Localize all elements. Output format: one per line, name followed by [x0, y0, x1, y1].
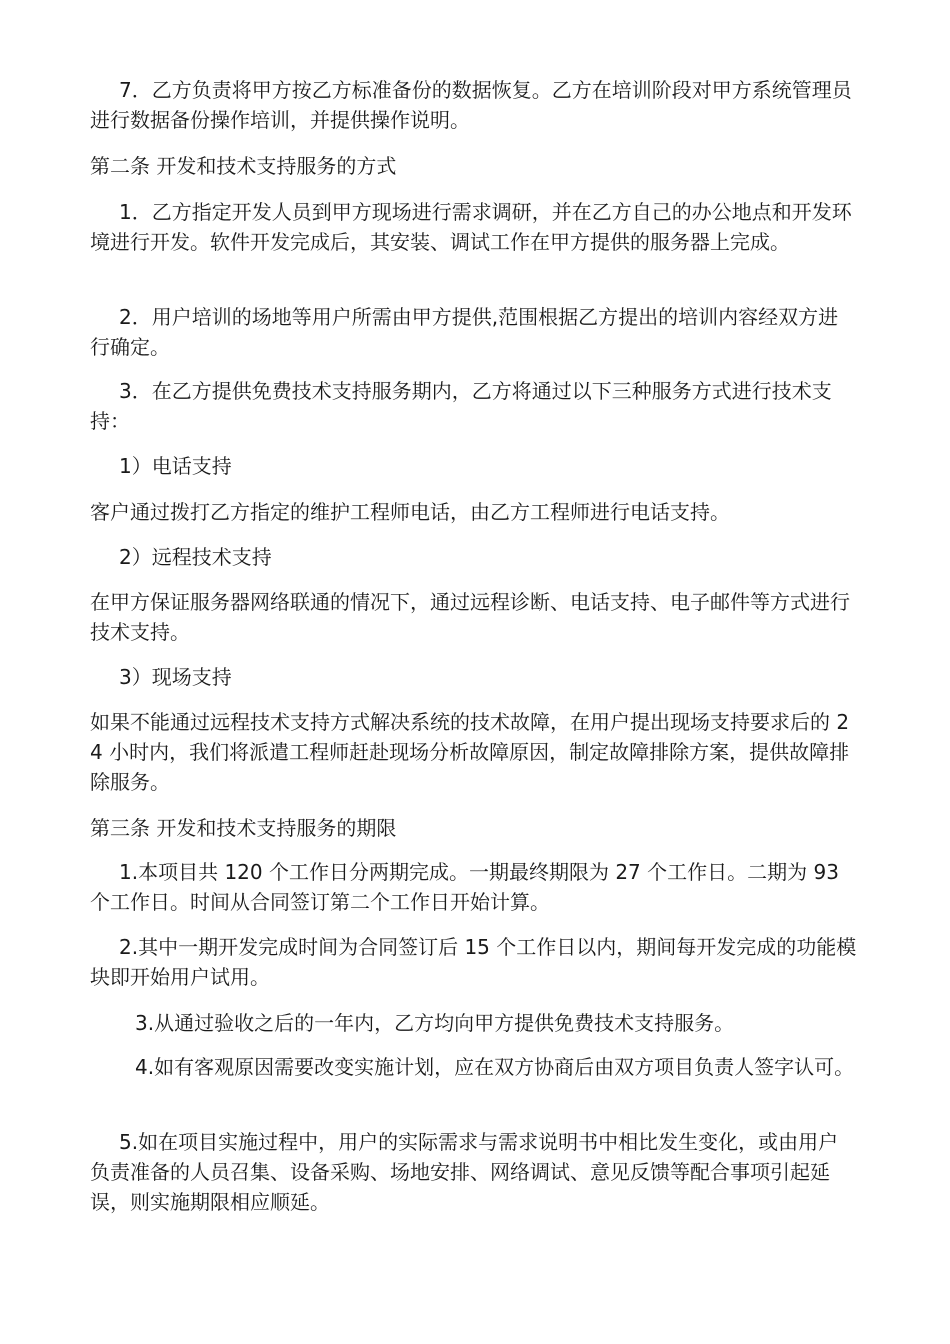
clause-2-item-1: 1．乙方指定开发人员到甲方现场进行需求调研，并在乙方自己的办公地点和开发环境进行开发。软件开发完成后，其安装、调试工作在甲方提供的服务器上完成。	[90, 200, 852, 254]
support-mode-3-text: 如果不能通过远程技术支持方式解决系统的技术故障，在用户提出现场支持要求后的 24 小时内，我们将派遣工程师赶赴现场分析故障原因，制定故障排除方案，提供故障排除服务。	[90, 710, 850, 794]
clause-2-item-2: 2．用户培训的场地等用户所需由甲方提供,范围根据乙方提出的培训内容经双方进行确定。	[90, 305, 839, 359]
clause-2-item-3: 3．在乙方提供免费技术支持服务期内，乙方将通过以下三种服务方式进行技术支持：	[90, 379, 832, 433]
support-mode-1-heading: 1）电话支持	[119, 454, 232, 478]
support-mode-3-heading: 3）现场支持	[119, 665, 232, 689]
support-mode-1-text: 客户通过拨打乙方指定的维护工程师电话，由乙方工程师进行电话支持。	[90, 500, 730, 524]
clause-3-item-5: 5.如在项目实施过程中，用户的实际需求与需求说明书中相比发生变化，或由用户负责准备的人员召集、设备采购、场地安排、网络调试、意见反馈等配合事项引起延误，则实施期限相应顺延。	[90, 1130, 839, 1214]
clause-3-item-3: 3.从通过验收之后的一年内，乙方均向甲方提供免费技术支持服务。	[135, 1011, 735, 1035]
support-mode-2-heading: 2）远程技术支持	[119, 545, 272, 569]
clause-3-item-4: 4.如有客观原因需要改变实施计划，应在双方协商后由双方项目负责人签字认可。	[135, 1055, 855, 1079]
section-2-heading: 第二条 开发和技术支持服务的方式	[90, 154, 397, 178]
section-3-heading: 第三条 开发和技术支持服务的期限	[90, 816, 397, 840]
support-mode-2-text: 在甲方保证服务器网络联通的情况下，通过远程诊断、电话支持、电子邮件等方式进行技术支持。	[90, 590, 850, 644]
clause-3-item-1: 1.本项目共 120 个工作日分两期完成。一期最终期限为 27 个工作日。二期为 93 个工作日。时间从合同签订第二个工作日开始计算。	[90, 860, 839, 914]
clause-1-item-7: 7．乙方负责将甲方按乙方标准备份的数据恢复。乙方在培训阶段对甲方系统管理员进行数据备份操作培训，并提供操作说明。	[90, 78, 852, 132]
clause-3-item-2: 2.其中一期开发完成时间为合同签订后 15 个工作日以内，期间每开发完成的功能模块即开始用户试用。	[90, 935, 857, 989]
